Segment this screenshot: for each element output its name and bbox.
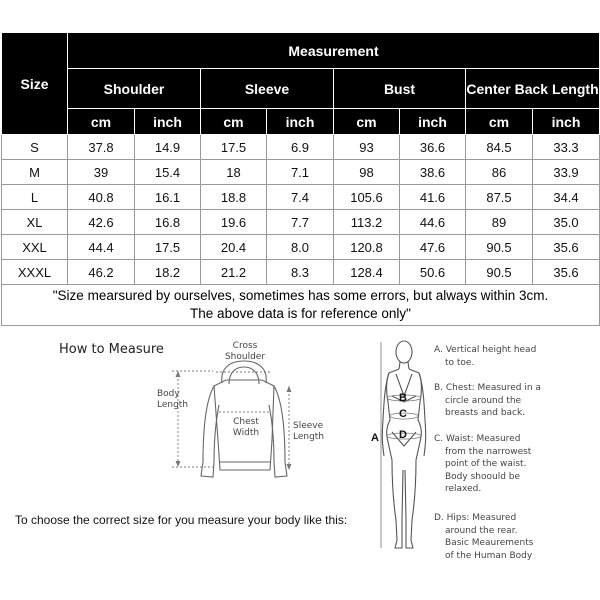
legend-line: B. Chest: Measured in a bbox=[434, 383, 541, 393]
value-cell: 128.4 bbox=[334, 260, 400, 285]
waist-marker-c: C bbox=[399, 408, 407, 420]
legend-chest bbox=[434, 382, 541, 420]
hood-inner bbox=[229, 367, 259, 384]
neck bbox=[399, 362, 409, 369]
cross-shoulder-label bbox=[220, 341, 270, 363]
hood-outline bbox=[222, 361, 267, 383]
value-cell: 37.8 bbox=[68, 135, 135, 160]
size-column-header: Size bbox=[2, 33, 68, 135]
chest-width-label-line: Width bbox=[232, 428, 260, 438]
table-row bbox=[2, 260, 600, 285]
value-cell: 113.2 bbox=[334, 210, 400, 235]
value-cell: 90.5 bbox=[466, 260, 533, 285]
left-leg bbox=[392, 460, 403, 548]
value-cell: 93 bbox=[334, 135, 400, 160]
value-cell: 86 bbox=[466, 160, 533, 185]
legend-line: relaxed. bbox=[445, 484, 482, 494]
value-cell: 8.3 bbox=[267, 260, 334, 285]
value-cell: 84.5 bbox=[466, 135, 533, 160]
unit-header: inch bbox=[533, 109, 600, 135]
value-cell: 16.8 bbox=[135, 210, 201, 235]
value-cell: 42.6 bbox=[68, 210, 135, 235]
value-cell: 89 bbox=[466, 210, 533, 235]
chest-marker-b: B bbox=[399, 392, 407, 404]
legend-line: C. Waist: Measured bbox=[434, 434, 521, 444]
size-cell: XXXL bbox=[2, 260, 68, 285]
size-disclaimer-note bbox=[2, 285, 600, 326]
legend-hips bbox=[434, 512, 533, 562]
value-cell: 7.4 bbox=[267, 185, 334, 210]
unit-header: inch bbox=[400, 109, 466, 135]
unit-header: cm bbox=[334, 109, 400, 135]
value-cell: 50.6 bbox=[400, 260, 466, 285]
table-row bbox=[2, 235, 600, 260]
value-cell: 19.6 bbox=[201, 210, 267, 235]
value-cell: 18.2 bbox=[135, 260, 201, 285]
cross-shoulder-label-line: Shoulder bbox=[224, 352, 266, 362]
head-outline bbox=[396, 341, 412, 363]
value-cell: 90.5 bbox=[466, 235, 533, 260]
legend-line: to toe. bbox=[445, 357, 475, 368]
sleeve-header: Sleeve bbox=[201, 69, 334, 109]
legend-line: around the rear. bbox=[445, 525, 518, 536]
right-leg bbox=[405, 460, 416, 548]
value-cell: 18 bbox=[201, 160, 267, 185]
legend-waist bbox=[434, 433, 531, 496]
legend-line: of the Human Body bbox=[445, 550, 533, 561]
measurement-header: Measurement bbox=[68, 33, 600, 69]
value-cell: 35.0 bbox=[533, 210, 600, 235]
value-cell: 17.5 bbox=[201, 135, 267, 160]
value-cell: 7.1 bbox=[267, 160, 334, 185]
shoulder-header: Shoulder bbox=[68, 69, 201, 109]
value-cell: 17.5 bbox=[135, 235, 201, 260]
legend-line: point of the waist. bbox=[445, 459, 527, 469]
value-cell: 46.2 bbox=[68, 260, 135, 285]
size-chart-table bbox=[1, 32, 600, 326]
unit-header: inch bbox=[135, 109, 201, 135]
legend-line: breasts and back. bbox=[445, 408, 526, 418]
body-length-label-line: Body bbox=[157, 389, 180, 399]
size-cell: M bbox=[2, 160, 68, 185]
unit-header: cm bbox=[466, 109, 533, 135]
size-cell: XXL bbox=[2, 235, 68, 260]
unit-header: cm bbox=[68, 109, 135, 135]
right-sleeve bbox=[269, 386, 287, 477]
size-cell: L bbox=[2, 185, 68, 210]
left-arm bbox=[382, 373, 389, 456]
value-cell: 15.4 bbox=[135, 160, 201, 185]
value-cell: 35.6 bbox=[533, 235, 600, 260]
choose-size-instruction: To choose the correct size for you measure your body like this: bbox=[15, 513, 348, 527]
value-cell: 34.4 bbox=[533, 185, 600, 210]
legend-line: A. Vertical height head bbox=[434, 345, 537, 355]
value-cell: 44.4 bbox=[68, 235, 135, 260]
legend-line: Body shoould be bbox=[445, 471, 521, 482]
value-cell: 35.6 bbox=[533, 260, 600, 285]
value-cell: 33.3 bbox=[533, 135, 600, 160]
how-to-measure-title: How to Measure bbox=[59, 342, 164, 357]
value-cell: 44.6 bbox=[400, 210, 466, 235]
right-arm bbox=[419, 373, 426, 456]
value-cell: 120.8 bbox=[334, 235, 400, 260]
table-row bbox=[2, 135, 600, 160]
value-cell: 87.5 bbox=[466, 185, 533, 210]
sleeve-length-label bbox=[293, 421, 337, 443]
value-cell: 36.6 bbox=[400, 135, 466, 160]
value-cell: 39 bbox=[68, 160, 135, 185]
cross-shoulder-label-line: Cross bbox=[232, 341, 258, 351]
unit-header: inch bbox=[267, 109, 334, 135]
center-back-length-header: Center Back Length bbox=[466, 69, 600, 109]
value-cell: 18.8 bbox=[201, 185, 267, 210]
hip-marker-d: D bbox=[399, 429, 407, 441]
height-marker-a: A bbox=[371, 432, 379, 444]
value-cell: 33.9 bbox=[533, 160, 600, 185]
unit-header: cm bbox=[201, 109, 267, 135]
value-cell: 20.4 bbox=[201, 235, 267, 260]
legend-height bbox=[434, 344, 536, 369]
sleeve-length-label-line: Sleeve bbox=[293, 421, 324, 431]
value-cell: 14.9 bbox=[135, 135, 201, 160]
left-sleeve bbox=[201, 386, 219, 477]
body-length-label bbox=[157, 389, 201, 411]
chest-width-label-line: Chest bbox=[233, 417, 259, 427]
table-row bbox=[2, 210, 600, 235]
legend-line: from the narrowest bbox=[445, 446, 532, 457]
size-cell: XL bbox=[2, 210, 68, 235]
disclaimer-line-2: The above data is for reference only" bbox=[190, 306, 411, 321]
value-cell: 41.6 bbox=[400, 185, 466, 210]
value-cell: 21.2 bbox=[201, 260, 267, 285]
bust-header: Bust bbox=[334, 69, 466, 109]
table-row bbox=[2, 185, 600, 210]
body-length-label-line: Length bbox=[157, 400, 189, 410]
sleeve-length-label-line: Length bbox=[293, 432, 325, 442]
value-cell: 105.6 bbox=[334, 185, 400, 210]
value-cell: 47.6 bbox=[400, 235, 466, 260]
value-cell: 8.0 bbox=[267, 235, 334, 260]
table-row bbox=[2, 160, 600, 185]
size-cell: S bbox=[2, 135, 68, 160]
value-cell: 16.1 bbox=[135, 185, 201, 210]
value-cell: 6.9 bbox=[267, 135, 334, 160]
value-cell: 98 bbox=[334, 160, 400, 185]
chest-width-label bbox=[226, 417, 266, 439]
value-cell: 38.6 bbox=[400, 160, 466, 185]
disclaimer-line-1: "Size mearsured by ourselves, sometimes has some errors, but always within 3cm. bbox=[52, 288, 549, 303]
value-cell: 7.7 bbox=[267, 210, 334, 235]
legend-line: circle around the bbox=[445, 395, 522, 406]
legend-line: Basic Meaurements bbox=[445, 538, 534, 548]
legend-line: D. Hips: Measured bbox=[434, 513, 517, 523]
value-cell: 40.8 bbox=[68, 185, 135, 210]
